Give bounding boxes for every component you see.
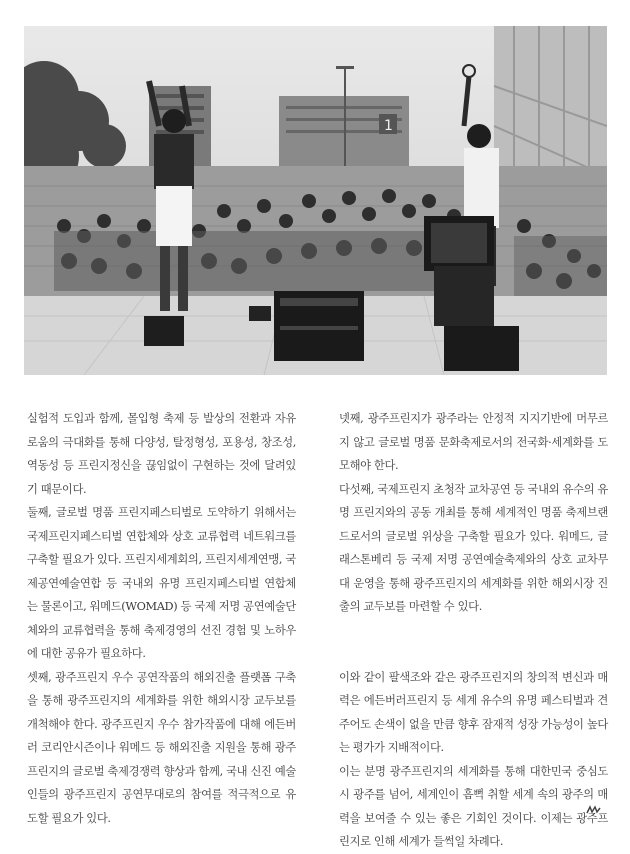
right-paragraph-2: 다섯째, 국제프린지 초청작 교차공연 등 국내외 유수의 유명 프린지와의 공동 개최를 통해 세계적인 명품 축제브랜드로서의 글로벌 위상을 구축할 필요가 있다. 워메드, 글래스톤베리 등 국제 저명 공연예술축제와의 상호 교차무대 운영을 통해 광주프린지의 세계화를 위한 해외시장 진출의 교두보를 마련할 수 있다. bbox=[339, 482, 608, 613]
right-paragraph-4: 이는 분명 광주프린지의 세계화를 통해 대한민국 중심도시 광주를 넘어, 세계인이 흠뻑 취할 세계 속의 광주의 매력을 보여줄 수 있는 좋은 기회인 것이다. 이제는 광주프린지로 인해 세계가 들썩일 차례다. bbox=[339, 764, 608, 848]
right-paragraph-3: 이와 같이 팔색조와 같은 광주프린지의 창의적 변신과 매력은 에든버러프린지 등 세계 유수의 유명 페스티벌과 견주어도 손색이 없을 만큼 향후 잠재적 성장 가능성이 높다는 평가가 지배적이다. bbox=[339, 670, 608, 754]
stair-marker: 1 bbox=[384, 118, 393, 134]
section-gap bbox=[339, 619, 608, 666]
left-paragraph-3: 셋째, 광주프린지 우수 공연작품의 해외진출 플랫폼 구축을 통해 광주프린지의 세계화를 위한 해외시장 교두보를 개척해야 한다. 광주프린지 우수 참가작품에 대해 에든버러 코리안시즌이나 워메드 등 해외진출 지원을 통해 광주프린지의 글로벌 축제경쟁력 향상과 함께, 국내 신진 예술인들의 광주프린지 공연무대로의 참여를 적극적으로 유도할 필요가 있다. bbox=[27, 670, 296, 825]
left-column bbox=[27, 407, 296, 830]
festival-photo bbox=[24, 26, 607, 375]
festival-photo-illustration bbox=[24, 26, 607, 375]
right-column bbox=[339, 407, 608, 854]
end-mark-icon bbox=[586, 800, 602, 810]
left-paragraph-1: 실험적 도입과 함께, 몰입형 축제 등 발상의 전환과 자유로움의 극대화를 통해 다양성, 탈정형성, 포용성, 창조성, 역동성 등 프린지정신을 끊임없이 구현하는 것에 달려있기 때문이다. bbox=[27, 412, 296, 496]
right-paragraph-1: 넷째, 광주프린지가 광주라는 안정적 지지기반에 머무르지 않고 글로벌 명품 문화축제로서의 전국화·세계화를 도모해야 한다. bbox=[339, 412, 608, 472]
left-paragraph-2: 둘째, 글로벌 명품 프린지페스티벌로 도약하기 위해서는 국제프린지페스티벌 연합체와 상호 교류협력 네트워크를 구축할 필요가 있다. 프린지세계회의, 프린지세계연맹, 국제공연예술연합 등 국내외 유명 프린지페스티벌 연합체는 물론이고, 워메드(WOMAD) 등 국제 저명 공연예술단체와의 교류협력을 통해 축제경영의 선진 경험 및 노하우에 대한 공유가 필요하다. bbox=[27, 506, 296, 660]
